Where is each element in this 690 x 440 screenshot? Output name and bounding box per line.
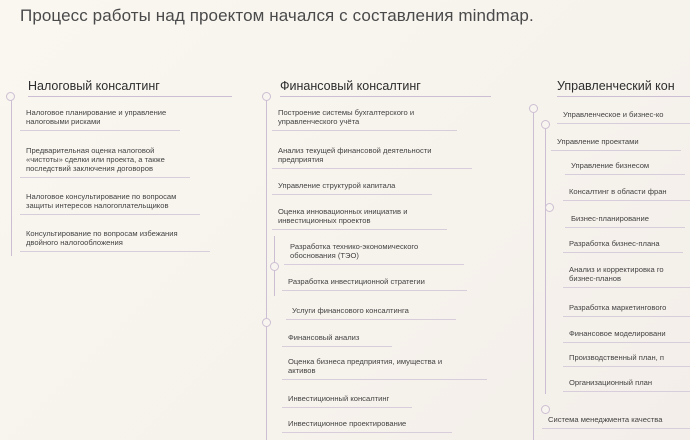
node-text-line: защиты интересов налогоплательщиков <box>26 201 169 210</box>
node-text-line: Система менеджмента качества <box>548 415 663 424</box>
node-text-line: Анализ текущей финансовой деятельности <box>278 146 432 155</box>
mindmap-node <box>286 306 456 320</box>
node-dot <box>541 120 550 129</box>
node-text-line: Управление проектами <box>557 137 639 146</box>
node-text-line: Управленческое и бизнес-ко <box>563 110 664 119</box>
node-text-line: Предварительная оценка налоговой <box>26 146 155 155</box>
node-text-line: двойного налогообложения <box>26 238 123 247</box>
mindmap-node <box>282 394 412 408</box>
node-text-line: Оценка инновационных инициатив и <box>278 207 408 216</box>
column-title: Финансовый консалтинг <box>280 76 491 97</box>
connector-line <box>266 96 267 440</box>
node-text-line: Разработка инвестиционной стратегии <box>288 277 425 286</box>
node-text-line: Организационный план <box>569 378 653 387</box>
node-text-line: Инвестиционное проектирование <box>288 419 407 428</box>
mindmap-node <box>282 419 452 433</box>
node-dot <box>541 405 550 414</box>
column-title: Управленческий кон <box>557 76 690 97</box>
node-text-line: инвестиционных проектов <box>278 216 371 225</box>
page-heading: Процесс работы над проектом начался с составления mindmap. <box>20 6 534 25</box>
node-dot <box>529 104 538 113</box>
node-text-line: Разработка маркетингового <box>569 303 667 312</box>
node-text-line: Анализ и корректировка го <box>569 265 664 274</box>
mindmap-node <box>20 229 210 252</box>
node-text-line: бизнес-планов <box>569 274 622 283</box>
mindmap-node <box>563 187 690 201</box>
column-title: Налоговый консалтинг <box>28 76 232 97</box>
node-text-line: Управление структурой капитала <box>278 181 396 190</box>
mindmap-node <box>565 214 685 228</box>
node-text-line: Построение системы бухгалтерского и <box>278 108 415 117</box>
mindmap-node <box>282 357 487 380</box>
node-text-line: Финансовый анализ <box>288 333 360 342</box>
node-text-line: Инвестиционный консалтинг <box>288 394 390 403</box>
node-dot <box>262 92 271 101</box>
node-text-line: «чистоты» сделки или проекта, а также <box>26 155 165 164</box>
node-text-line: предприятия <box>278 155 324 164</box>
mindmap-node <box>272 146 472 169</box>
node-dot <box>262 318 271 327</box>
node-text-line: активов <box>288 366 316 375</box>
node-text-line: Разработка технико-экономического <box>290 242 419 251</box>
mindmap-node <box>20 146 190 178</box>
mindmap-node <box>282 277 467 291</box>
node-dot <box>270 262 279 271</box>
node-dot <box>545 203 554 212</box>
node-text-line: Консалтинг в области фран <box>569 187 667 196</box>
node-text-line: Производственный план, п <box>569 353 664 362</box>
mindmap-node <box>282 333 392 347</box>
connector-line <box>11 96 12 256</box>
mindmap-node <box>542 415 690 429</box>
mindmap-node <box>284 242 464 265</box>
node-text-line: Оценка бизнеса предприятия, имущества и <box>288 357 443 366</box>
node-text-line: Консультирование по вопросам избежания <box>26 229 178 238</box>
mindmap-node <box>20 192 200 215</box>
mindmap-node <box>565 161 685 175</box>
node-text-line: Услуги финансового консалтинга <box>292 306 409 315</box>
node-text-line: Налоговое планирование и управление <box>26 108 167 117</box>
mindmap-node <box>563 265 690 288</box>
node-text-line: Разработка бизнес-плана <box>569 239 660 248</box>
mindmap-node <box>272 181 432 195</box>
mindmap-node <box>563 329 690 343</box>
node-text-line: обоснования (ТЭО) <box>290 251 359 260</box>
mindmap-node <box>563 303 690 317</box>
node-text-line: налоговыми рисками <box>26 117 101 126</box>
node-text-line: Финансовое моделировани <box>569 329 666 338</box>
mindmap-node <box>551 137 681 151</box>
mindmap-node <box>20 108 180 131</box>
node-text-line: Бизнес-планирование <box>571 214 649 223</box>
node-text-line: управленческого учёта <box>278 117 360 126</box>
mindmap-node <box>557 110 690 124</box>
node-text-line: Налоговое консультирование по вопросам <box>26 192 177 201</box>
mindmap-node <box>272 207 447 230</box>
node-dot <box>6 92 15 101</box>
node-text-line: последствий заключения договоров <box>26 164 153 173</box>
mindmap-node <box>272 108 457 131</box>
connector-line <box>533 108 534 440</box>
node-text-line: Управление бизнесом <box>571 161 650 170</box>
mindmap-node <box>563 378 690 392</box>
mindmap-node <box>563 353 690 367</box>
connector-line <box>545 124 546 394</box>
mindmap-node <box>563 239 683 253</box>
